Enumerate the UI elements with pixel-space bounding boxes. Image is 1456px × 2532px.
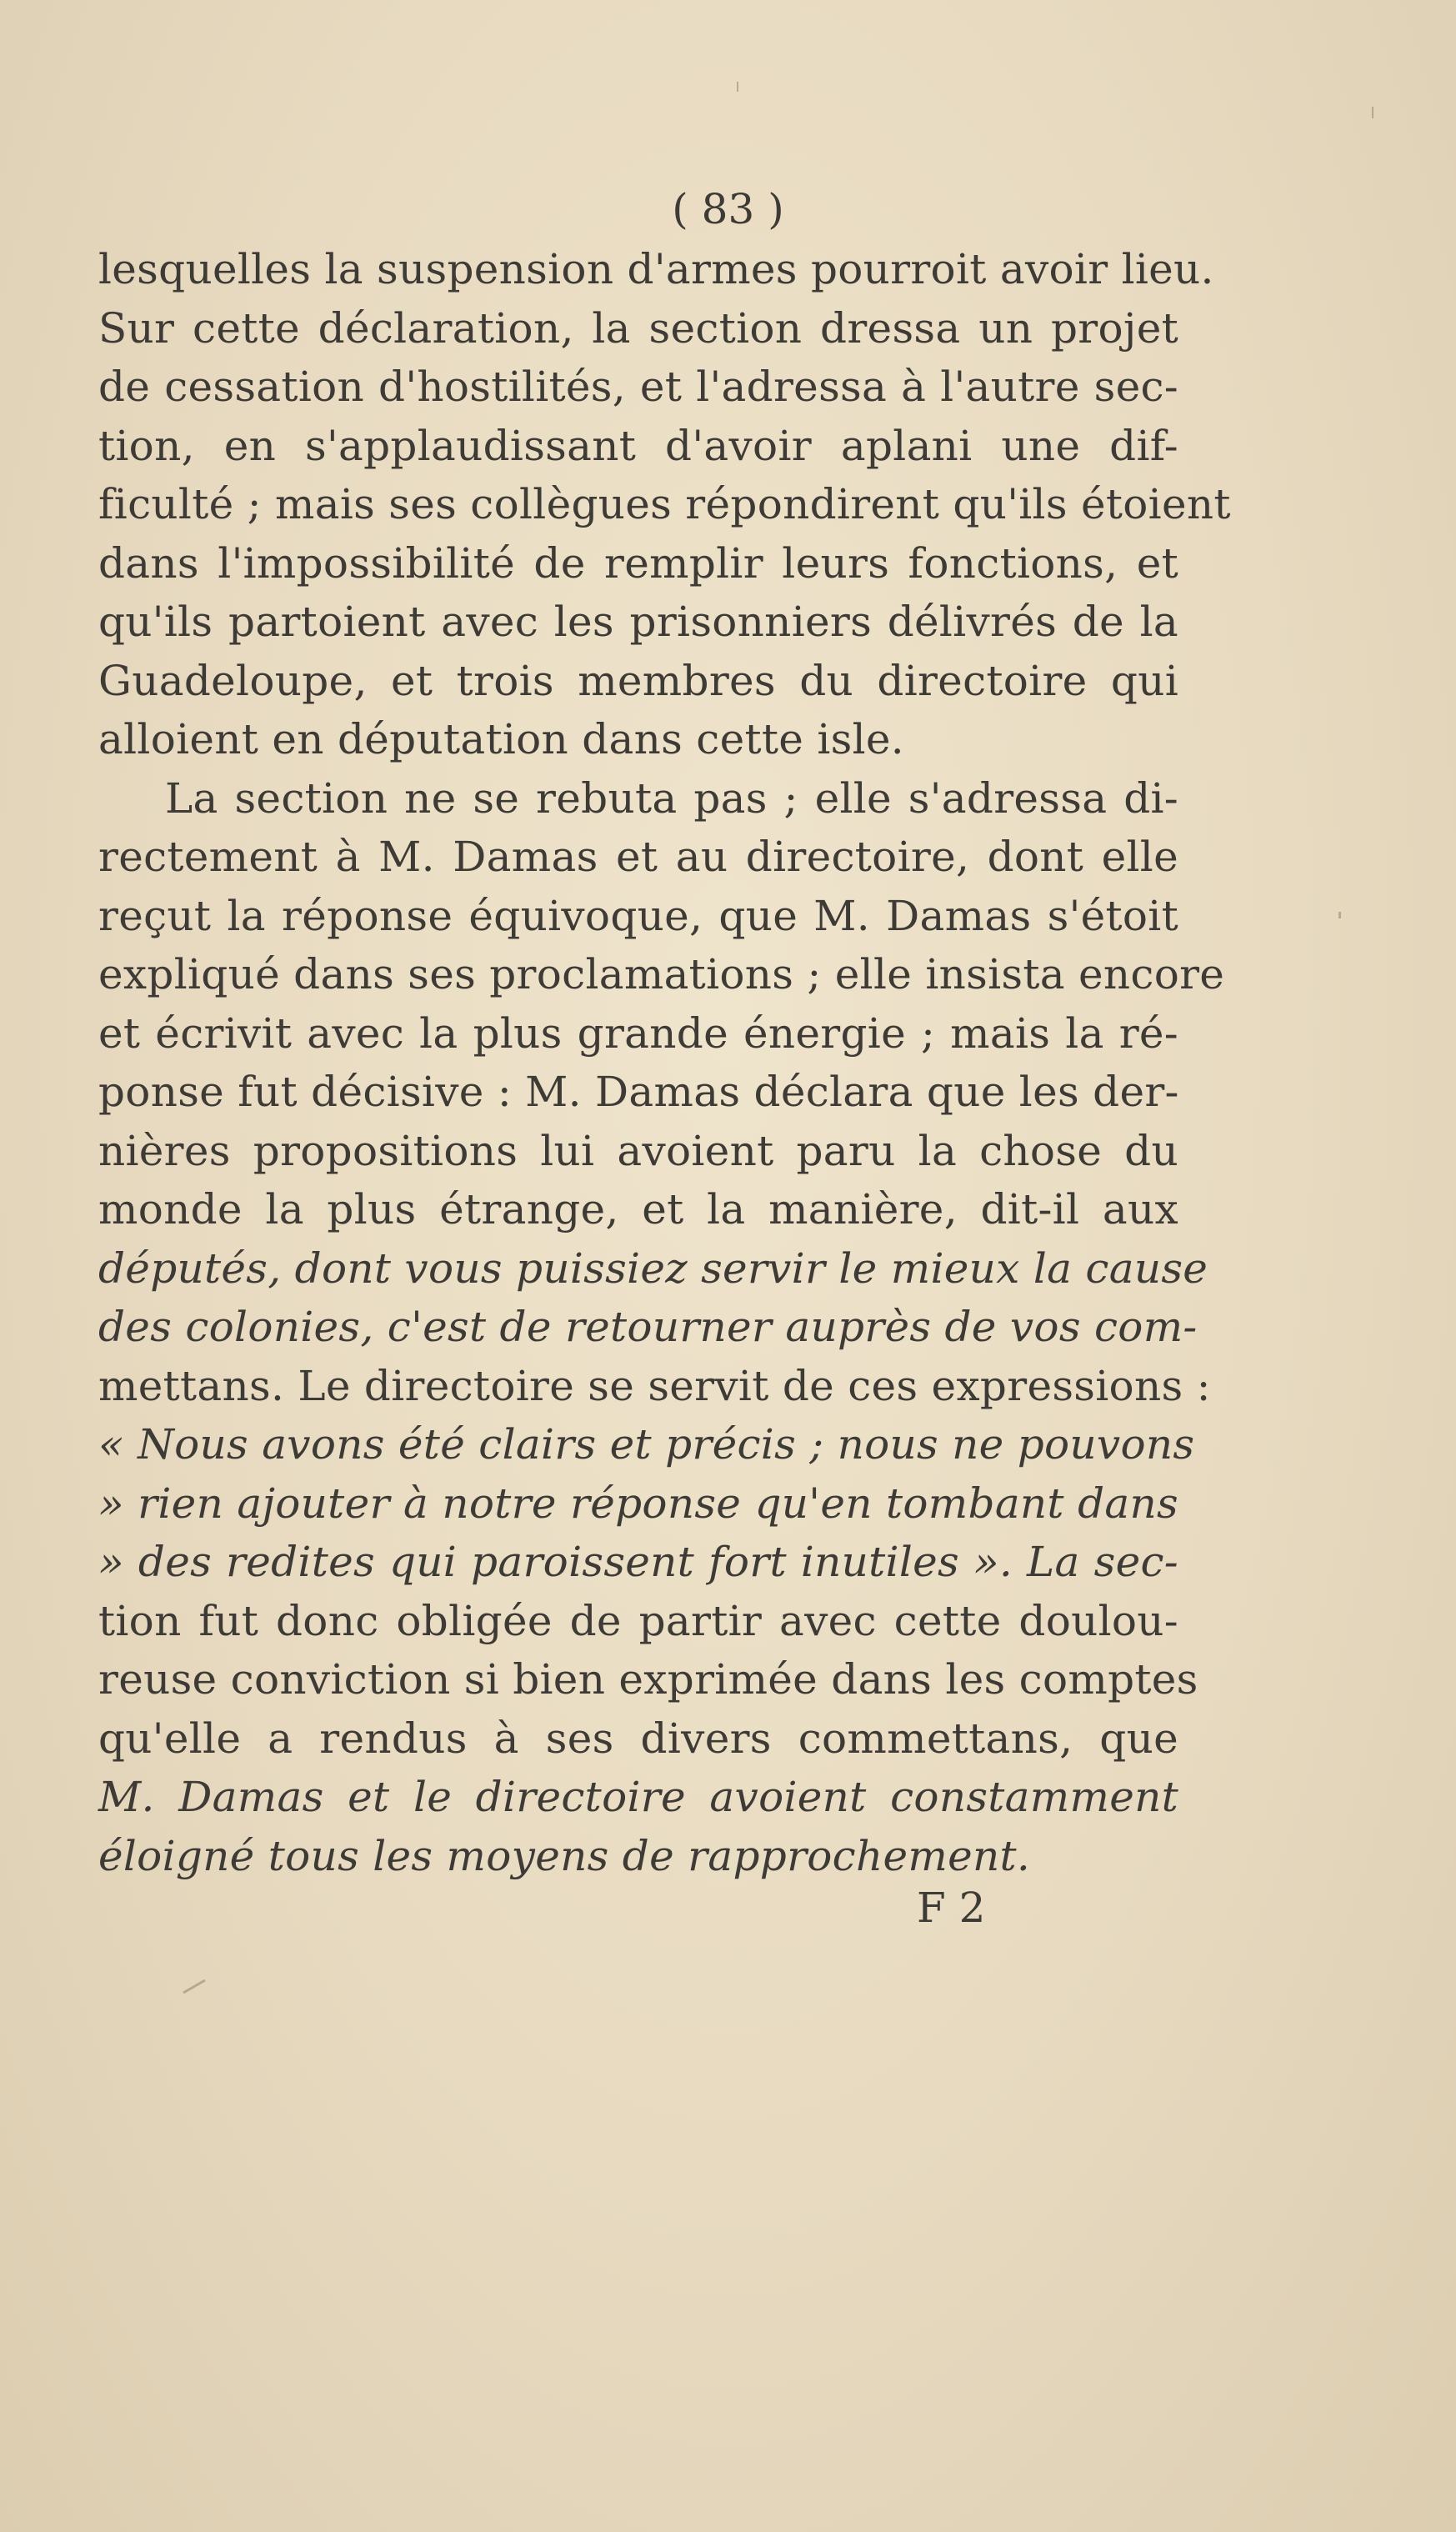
text-line: Guadeloupe, et trois membres du directoire qui bbox=[98, 656, 1178, 705]
paper-speck bbox=[1372, 107, 1373, 118]
text-line: » rien ajouter à notre réponse qu'en tombant dans bbox=[98, 1479, 1178, 1528]
text-line: dans l'impossibilité de remplir leurs fonctions, et bbox=[98, 538, 1178, 588]
text-line: monde la plus étrange, et la manière, dit-il aux bbox=[98, 1185, 1178, 1233]
text-line: Sur cette déclaration, la section dressa un projet bbox=[98, 303, 1178, 353]
text-line: reçut la réponse équivoque, que M. Damas s'étoit bbox=[98, 891, 1178, 940]
text-line: tion fut donc obligée de partir avec cette doulou- bbox=[98, 1596, 1178, 1645]
text-line: des colonies, c'est de retourner auprès de vos com- bbox=[98, 1303, 1198, 1351]
printer-signature: F 2 bbox=[917, 1884, 986, 1932]
text-line: » des redites qui paroissent fort inutiles ». La sec- bbox=[98, 1538, 1178, 1586]
text-line: « Nous avons été clairs et précis ; nous ne pouvons bbox=[98, 1420, 1195, 1469]
text-line: députés, dont vous puissiez servir le mieux la cause bbox=[98, 1243, 1208, 1293]
text-line: lesquelles la suspension d'armes pourroit avoir lieu. bbox=[98, 245, 1214, 293]
paper-speck bbox=[737, 82, 738, 92]
text-line: et écrivit avec la plus grande énergie ; mais la ré- bbox=[98, 1008, 1178, 1058]
text-line: La section ne se rebuta pas ; elle s'adressa di- bbox=[165, 773, 1178, 823]
text-line: éloigné tous les moyens de rapprochement. bbox=[98, 1831, 1031, 1880]
text-line: reuse conviction si bien exprimée dans les comptes bbox=[98, 1655, 1198, 1704]
text-line: ficulté ; mais ses collègues répondirent qu'ils étoient bbox=[98, 480, 1231, 528]
page-number: ( 83 ) bbox=[672, 185, 784, 233]
text-line: qu'elle a rendus à ses divers commettans, que bbox=[98, 1714, 1178, 1763]
text-line: de cessation d'hostilités, et l'adressa à l'autre sec- bbox=[98, 363, 1178, 411]
text-line: mettans. Le directoire se servit de ces expressions : bbox=[98, 1361, 1211, 1410]
text-line: tion, en s'applaudissant d'avoir aplani une dif- bbox=[98, 421, 1178, 470]
text-line: ponse fut décisive : M. Damas déclara que les der- bbox=[98, 1068, 1179, 1116]
text-line: M. Damas et le directoire avoient constamment bbox=[98, 1773, 1178, 1821]
text-line: nières propositions lui avoient paru la chose du bbox=[98, 1126, 1178, 1175]
body-text bbox=[98, 240, 1231, 1885]
text-line: rectement à M. Damas et au directoire, dont elle bbox=[98, 833, 1178, 881]
text-line: qu'ils partoient avec les prisonniers délivrés de la bbox=[98, 598, 1178, 646]
paper-speck bbox=[183, 1979, 205, 1994]
paper-speck bbox=[1338, 912, 1341, 918]
text-line: alloient en députation dans cette isle. bbox=[98, 715, 904, 763]
text-line: expliqué dans ses proclamations ; elle insista encore bbox=[98, 950, 1225, 998]
